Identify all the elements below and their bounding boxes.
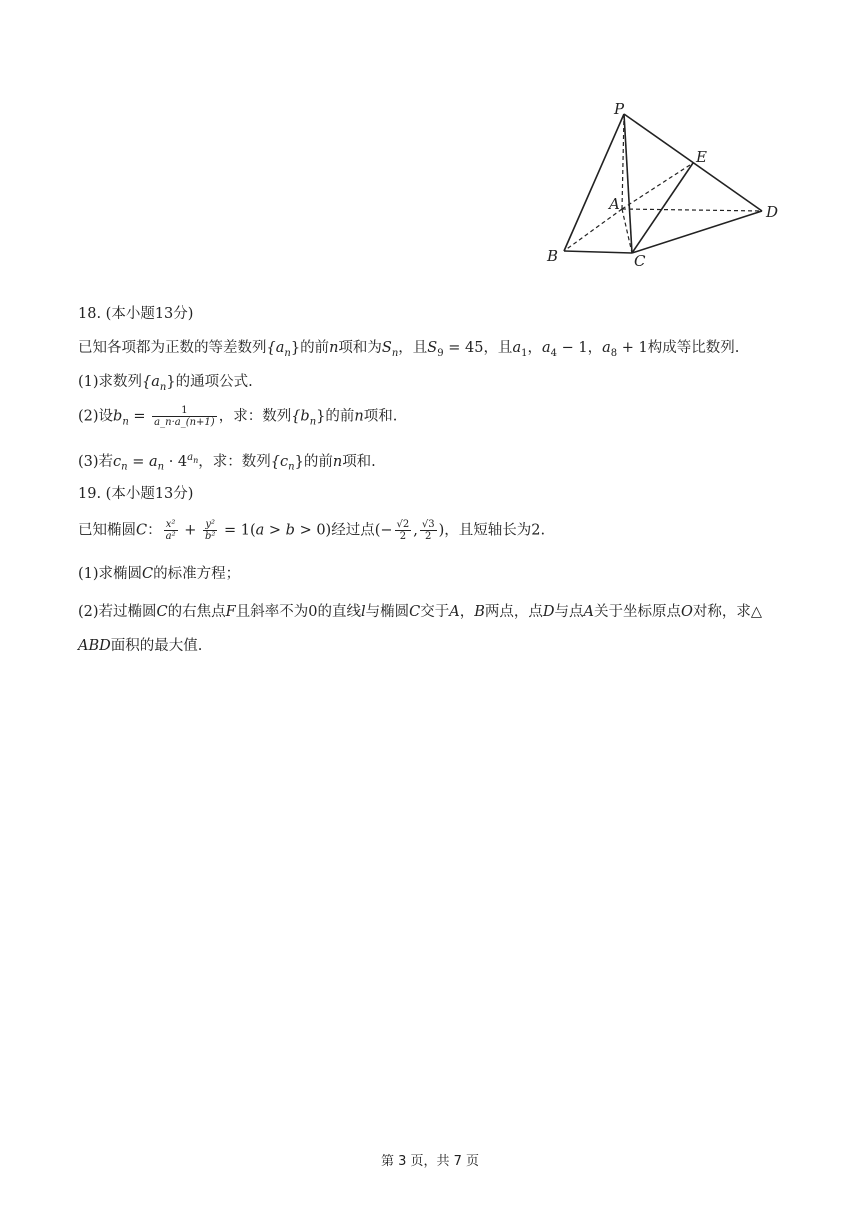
pyramid-figure — [540, 96, 790, 266]
label-D: D — [766, 203, 779, 221]
q19-stem: 已知椭圆C： $\frac{\text{x²}}{\text{a²}}$ + $\frac{\text{y²}}{\text{b²}}$ = 1(a > b > 0)经过点(− $\frac{√2}{2}$ , $\frac{√3}{2}$ )，且短轴长为2. — [78, 519, 546, 542]
fraction: $\frac{√3}{2}$ — [421, 519, 435, 542]
q18-part2: (2)设$b_n$ = $\frac{1}{a\_n\cdot a\_(n+1)}$ ，求：数列$\{b_n\}$的前n项和. — [78, 405, 398, 428]
page-footer: 第 3 页，共 7 页 — [380, 1154, 480, 1169]
edge-AE — [622, 163, 693, 209]
label-E: E — [696, 148, 707, 166]
label-B: B — [547, 247, 559, 265]
edge-PA — [622, 114, 624, 209]
fraction: $\frac{1}{a\_n\cdot a\_(n+1)}$ — [154, 405, 215, 428]
edge-BC — [564, 251, 632, 253]
label-C: C — [634, 252, 646, 266]
q18-part1: (1)求数列$\{a_n\}$的通项公式. — [78, 374, 253, 393]
q18-part3: (3)若$c_n = a_n \cdot 4^{a_n}$，求：数列$\{c_n\}$的前n项和. — [78, 452, 376, 473]
fraction: $\frac{\text{x²}}{\text{a²}}$ — [165, 519, 176, 542]
q19-part2-line2: ABD面积的最大值. — [78, 638, 203, 654]
q18-heading: 18. (本小题13分) — [78, 306, 194, 322]
fraction: $\frac{\text{y²}}{\text{b²}}$ — [204, 519, 216, 542]
label-A: A — [609, 195, 620, 213]
label-P: P — [614, 100, 625, 118]
q18-stem: 已知各项都为正数的等差数列$\{a_n\}$的前n项和为$S_n$，且$S_9 = 45$，且$a_1$，$a_4 - 1$，$a_8 + 1$构成等比数列. — [78, 340, 740, 359]
q19-part2-line1: (2)若过椭圆C的右焦点F且斜率不为0的直线l与椭圆C交于A，B两点，点D与点A关于坐标原点O对称，求△ — [78, 604, 763, 620]
edge-PB — [564, 114, 624, 251]
edge-CD — [632, 211, 762, 253]
edge-AD — [622, 209, 762, 211]
q19-part1: (1)求椭圆C的标准方程； — [78, 566, 241, 582]
pyramid-diagram — [540, 96, 790, 266]
q19-heading: 19. (本小题13分) — [78, 486, 194, 502]
edge-PD — [624, 114, 762, 211]
edge-PC — [624, 114, 632, 253]
fraction: $\frac{√2}{2}$ — [396, 519, 410, 542]
edge-CE — [632, 163, 693, 253]
